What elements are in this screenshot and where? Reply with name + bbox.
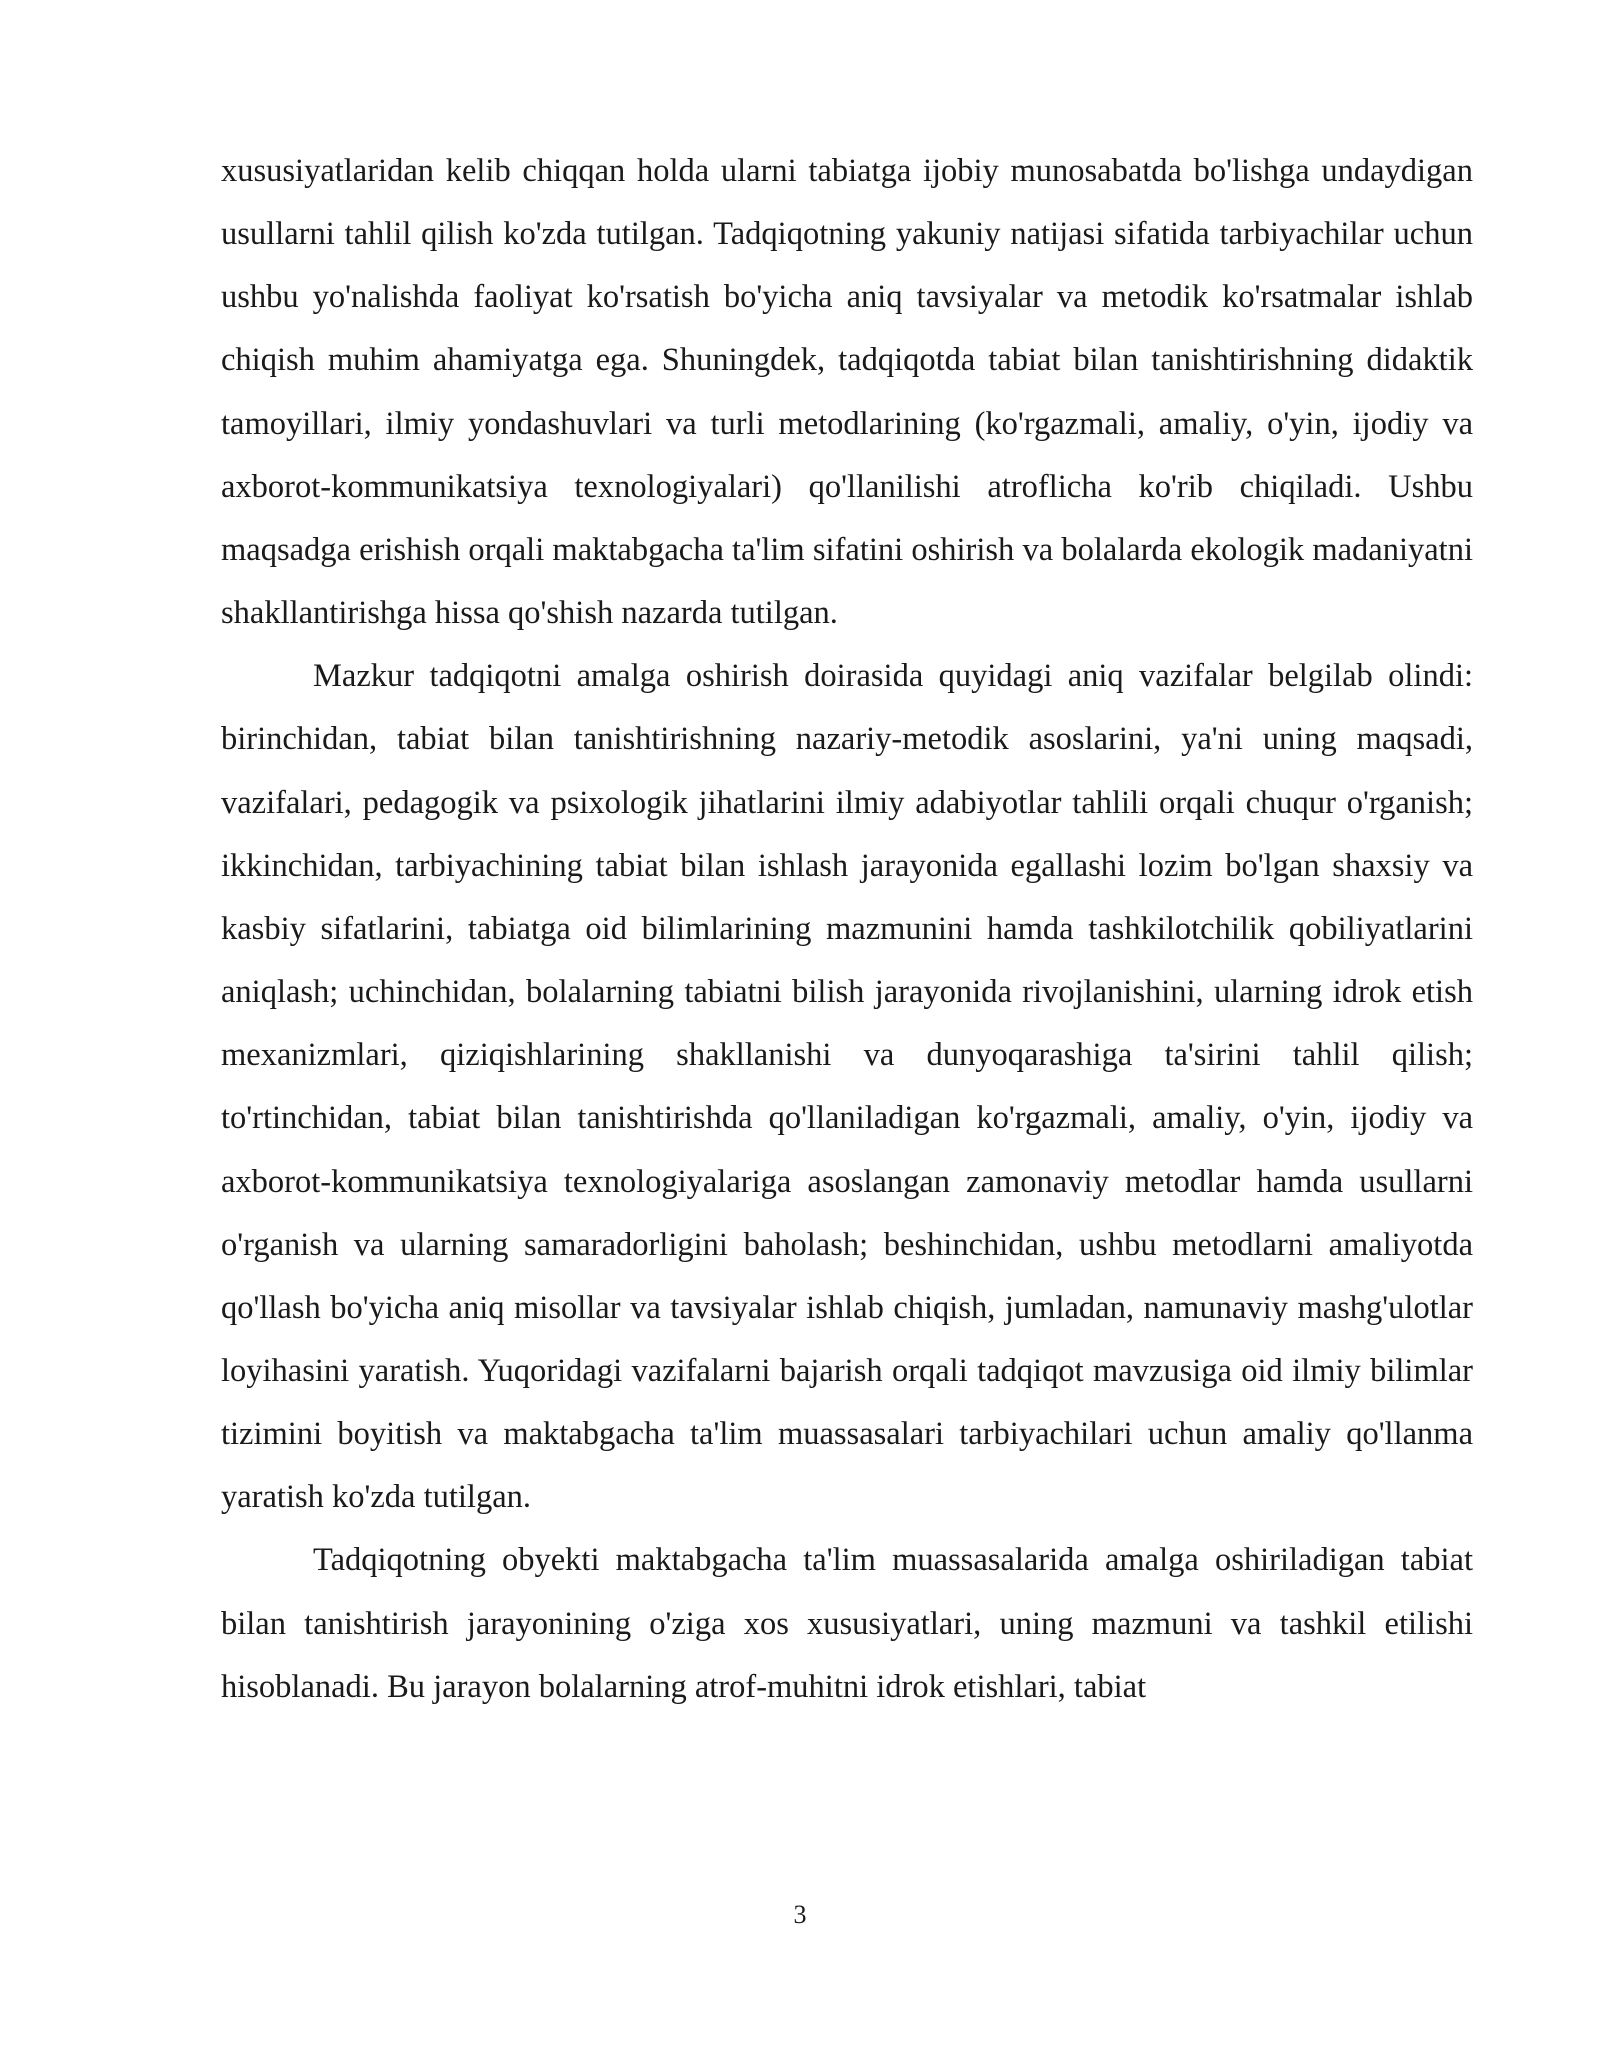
paragraph-2: Mazkur tadqiqotni amalga oshirish doirasida quyidagi aniq vazifalar belgilab olindi: birinchidan, tabiat bilan tanishtirishning nazariy-metodik asoslarini, ya'ni uning maqsadi, vazifalari, pedagogik va psixologik jihatlarini ilmiy adabiyotlar tahlili orqali chuqur o'rganish; ikkinchidan, tarbiyachining tabiat bilan ishlash jarayonida egallashi lozim bo'lgan shaxsiy va kasbiy sifatlarini, tabiatga oid bilimlarining mazmunini hamda tashkilotchilik qobiliyatlarini aniqlash; uchinchidan, bolalarning tabiatni bilish jarayonida rivojlanishini, ularning idrok etish mexanizmlari, qiziqishlarining shakllanishi va dunyoqarashiga ta'sirini tahlil qilish; to'rtinchidan, tabiat bilan tanishtirishda qo'llaniladigan ko'rgazmali, amaliy, o'yin, ijodiy va axborot-kommunikatsiya texnologiyalariga asoslangan zamonaviy metodlar hamda usullarni o'rganish va ularning samaradorligini baholash; beshinchidan, ushbu metodlarni amaliyotda qo'llash bo'yicha aniq misollar va tavsiyalar ishlab chiqish, jumladan, namunaviy mashg'ulotlar loyihasini yaratish. Yuqoridagi vazifalarni bajarish orqali tadqiqot mavzusiga oid ilmiy bilimlar tizimini boyitish va maktabgacha ta'lim muassasalari tarbiyachilari uchun amaliy qo'llanma yaratish ko'zda tutilgan. <box>221 658 1473 1516</box>
body-text <box>221 140 1473 1719</box>
paragraph-3: Tadqiqotning obyekti maktabgacha ta'lim muassasalarida amalga oshiriladigan tabiat bilan tanishtirish jarayonining o'ziga xos xususiyatlari, uning mazmuni va tashkil etilishi hisoblanadi. Bu jarayon bolalarning atrof-muhitni idrok etishlari, tabiat <box>221 1542 1473 1705</box>
paragraph-1: xususiyatlaridan kelib chiqqan holda ularni tabiatga ijobiy munosabatda bo'lishga undaydigan usullarni tahlil qilish ko'zda tutilgan. Tadqiqotning yakuniy natijasi sifatida tarbiyachilar uchun ushbu yo'nalishda faoliyat ko'rsatish bo'yicha aniq tavsiyalar va metodik ko'rsatmalar ishlab chiqish muhim ahamiyatga ega. Shuningdek, tadqiqotda tabiat bilan tanishtirishning didaktik tamoyillari, ilmiy yondashuvlari va turli metodlarining (ko'rgazmali, amaliy, o'yin, ijodiy va axborot-kommunikatsiya texnologiyalari) qo'llanilishi atroflicha ko'rib chiqiladi. Ushbu maqsadga erishish orqali maktabgacha ta'lim sifatini oshirish va bolalarda ekologik madaniyatni shakllantirishga hissa qo'shish nazarda tutilgan. <box>221 153 1473 632</box>
page-number: 3 <box>793 1900 807 1929</box>
